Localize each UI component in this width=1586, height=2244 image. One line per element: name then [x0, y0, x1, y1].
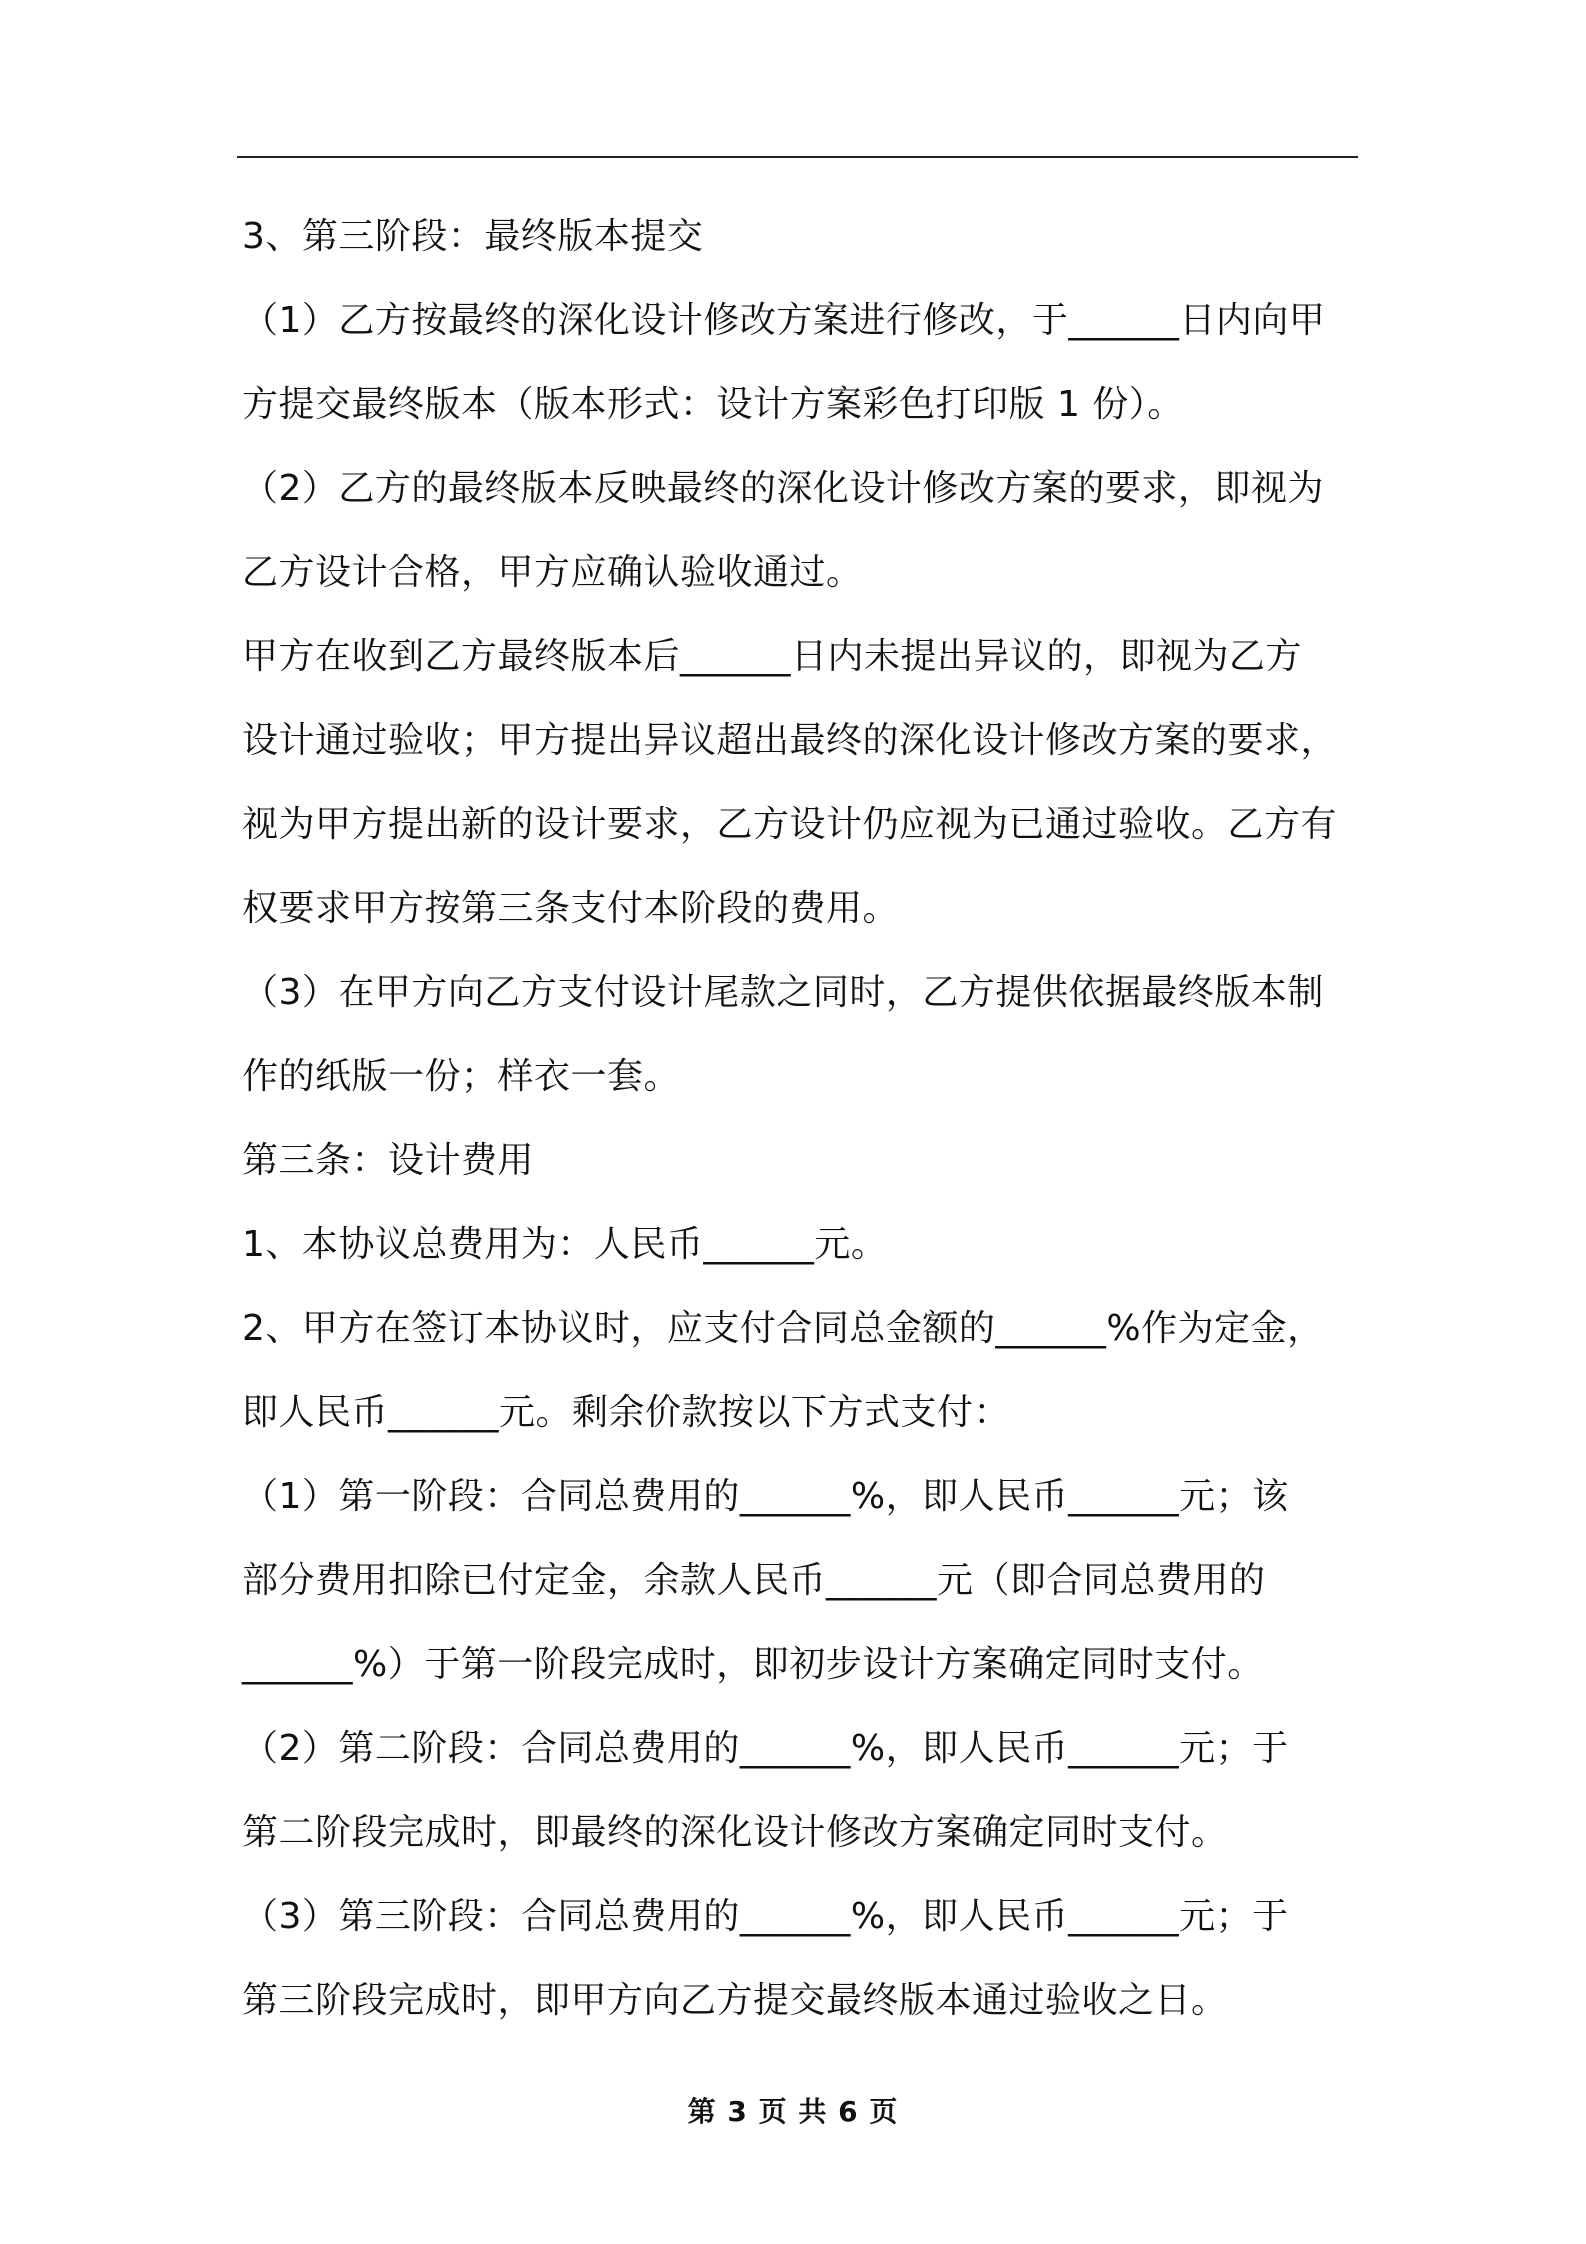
paragraph-line: 设计通过验收；甲方提出异议超出最终的深化设计修改方案的要求， [242, 720, 1338, 761]
paragraph-line: 1、本协议总费用为：人民币______元。 [242, 1224, 888, 1265]
paragraph-line: 方提交最终版本（版本形式：设计方案彩色打印版 1 份）。 [242, 384, 1184, 425]
section-heading-stage-3: 3、第三阶段：最终版本提交 [242, 216, 704, 257]
paragraph-line: （1）乙方按最终的深化设计修改方案进行修改，于______日内向甲 [242, 300, 1326, 341]
paragraph-line: 即人民币______元。剩余价款按以下方式支付： [242, 1392, 1011, 1433]
paragraph-line: （3）在甲方向乙方支付设计尾款之同时，乙方提供依据最终版本制 [242, 972, 1324, 1013]
paragraph-line: （2）乙方的最终版本反映最终的深化设计修改方案的要求，即视为 [242, 468, 1324, 509]
paragraph-line: 权要求甲方按第三条支付本阶段的费用。 [242, 888, 900, 929]
paragraph-line: 作的纸版一份；样衣一套。 [242, 1056, 681, 1097]
paragraph-line: 甲方在收到乙方最终版本后______日内未提出异议的，即视为乙方 [242, 636, 1303, 677]
header-rule [237, 156, 1358, 158]
document-body [242, 195, 1358, 2043]
page-number-footer: 第 3 页 共 6 页 [687, 2095, 899, 2128]
paragraph-line: 部分费用扣除已付定金，余款人民币______元（即合同总费用的 [242, 1560, 1266, 1601]
paragraph-line: 第三阶段完成时，即甲方向乙方提交最终版本通过验收之日。 [242, 1980, 1228, 2021]
paragraph-line: 乙方设计合格，甲方应确认验收通过。 [242, 552, 863, 593]
paragraph-line: （1）第一阶段：合同总费用的______%，即人民币______元；该 [242, 1476, 1289, 1517]
paragraph-line: （3）第三阶段：合同总费用的______%，即人民币______元；于 [242, 1896, 1289, 1937]
article-heading-design-fee: 第三条：设计费用 [242, 1140, 535, 1181]
paragraph-line: ______%）于第一阶段完成时，即初步设计方案确定同时支付。 [242, 1644, 1264, 1685]
paragraph-line: 2、甲方在签订本协议时，应支付合同总金额的______%作为定金， [242, 1308, 1324, 1349]
paragraph-line: 视为甲方提出新的设计要求，乙方设计仍应视为已通过验收。乙方有 [242, 804, 1338, 845]
paragraph-line: 第二阶段完成时，即最终的深化设计修改方案确定同时支付。 [242, 1812, 1228, 1853]
paragraph-line: （2）第二阶段：合同总费用的______%，即人民币______元；于 [242, 1728, 1289, 1769]
